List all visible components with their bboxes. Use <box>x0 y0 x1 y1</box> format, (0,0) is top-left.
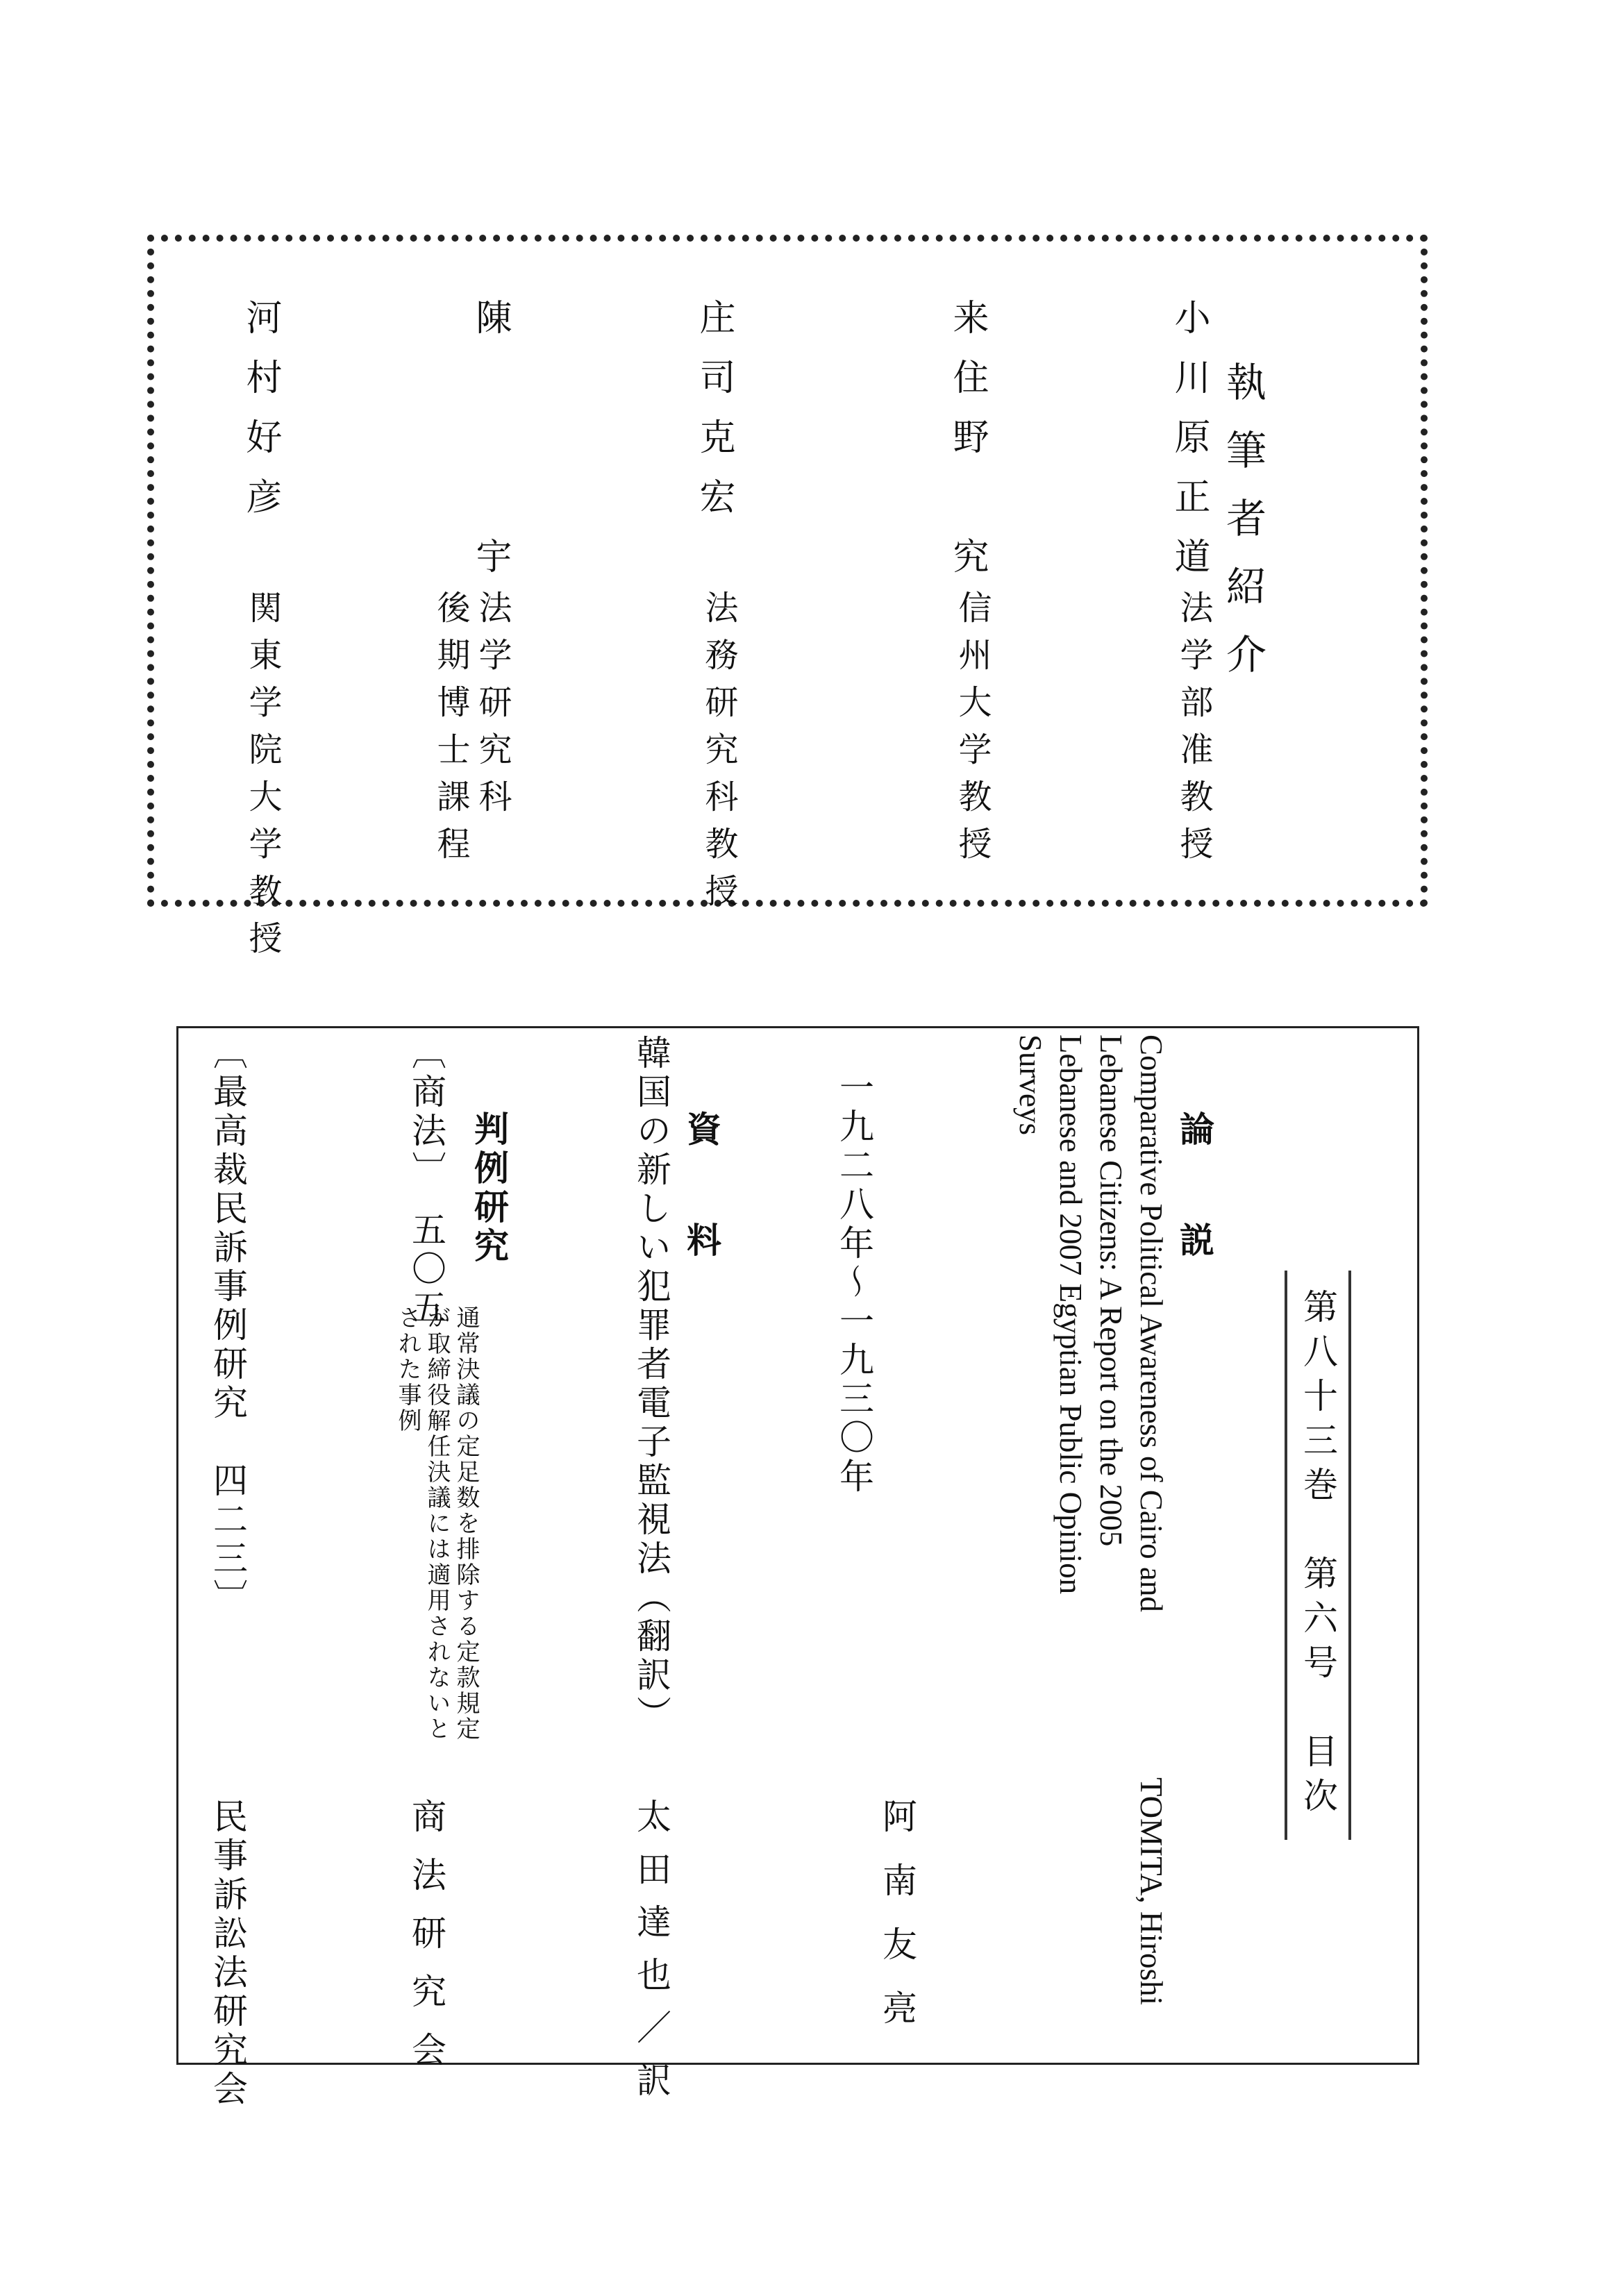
toc-entry-title: 韓国の新しい犯罪者電子監視法（翻訳） <box>631 1034 671 1734</box>
toc-entry-author: 太田達也／訳 <box>631 1798 671 2115</box>
section-heading: 資 料 <box>681 1111 722 1277</box>
case-note-line: が取締役解任決議には適用されないと <box>423 1305 451 1742</box>
case-label: 〔最高裁民訴事例研究 四二三〕 <box>208 1034 248 1618</box>
author-name: 小川原正道 <box>1168 299 1210 597</box>
toc-entry-title-line: Surveys <box>1013 1034 1048 1135</box>
author-name: 河村好彦 <box>240 299 281 537</box>
authors-box-title: 執筆者紹介 <box>1219 361 1266 701</box>
section-heading: 論 説 <box>1174 1111 1215 1277</box>
case-label: 〔商法〕 五〇五 <box>406 1034 446 1328</box>
author-affiliation: 法学部准教授 <box>1174 590 1213 873</box>
toc-entry-title-line: Lebanese Citizens: A Report on the 2005 <box>1094 1034 1128 1547</box>
author-affiliation: 信州大学教授 <box>953 590 992 873</box>
toc-entry-author: 民事訴訟法研究会 <box>208 1798 248 2109</box>
author-name: 来住野 究 <box>946 299 988 597</box>
toc-entry-author: TOMITA, Hiroshi <box>1134 1777 1169 2006</box>
author-affiliation-line: 後期博士課程 <box>431 590 470 873</box>
issue-title: 第八十三巻 第六号 目次 <box>1285 1271 1351 1840</box>
case-note-line: された事例 <box>394 1305 421 1434</box>
toc-entry-title-line: Comparative Political Awareness of Cairo and <box>1134 1034 1169 1612</box>
author-affiliation: 関東学院大学教授 <box>243 590 282 968</box>
table-of-contents-box <box>176 1026 1419 2065</box>
toc-entry-title-line: 一九二八年～一九三〇年 <box>834 1069 874 1497</box>
toc-entry-title-line: Lebanese and 2007 Egyptian Public Opinion <box>1053 1034 1088 1595</box>
author-affiliation-line: 法学研究科 <box>473 590 512 826</box>
section-heading: 判例研究 <box>469 1111 510 1266</box>
author-name: 陳 宇 <box>469 299 511 597</box>
author-name: 庄司克宏 <box>693 299 735 537</box>
toc-entry-author: 商法研究会 <box>406 1798 446 2090</box>
toc-entry-author: 阿南友亮 <box>877 1798 917 2054</box>
author-affiliation: 法務研究科教授 <box>699 590 738 921</box>
case-note-line: 通常決議の定足数を排除する定款規定 <box>452 1305 480 1742</box>
